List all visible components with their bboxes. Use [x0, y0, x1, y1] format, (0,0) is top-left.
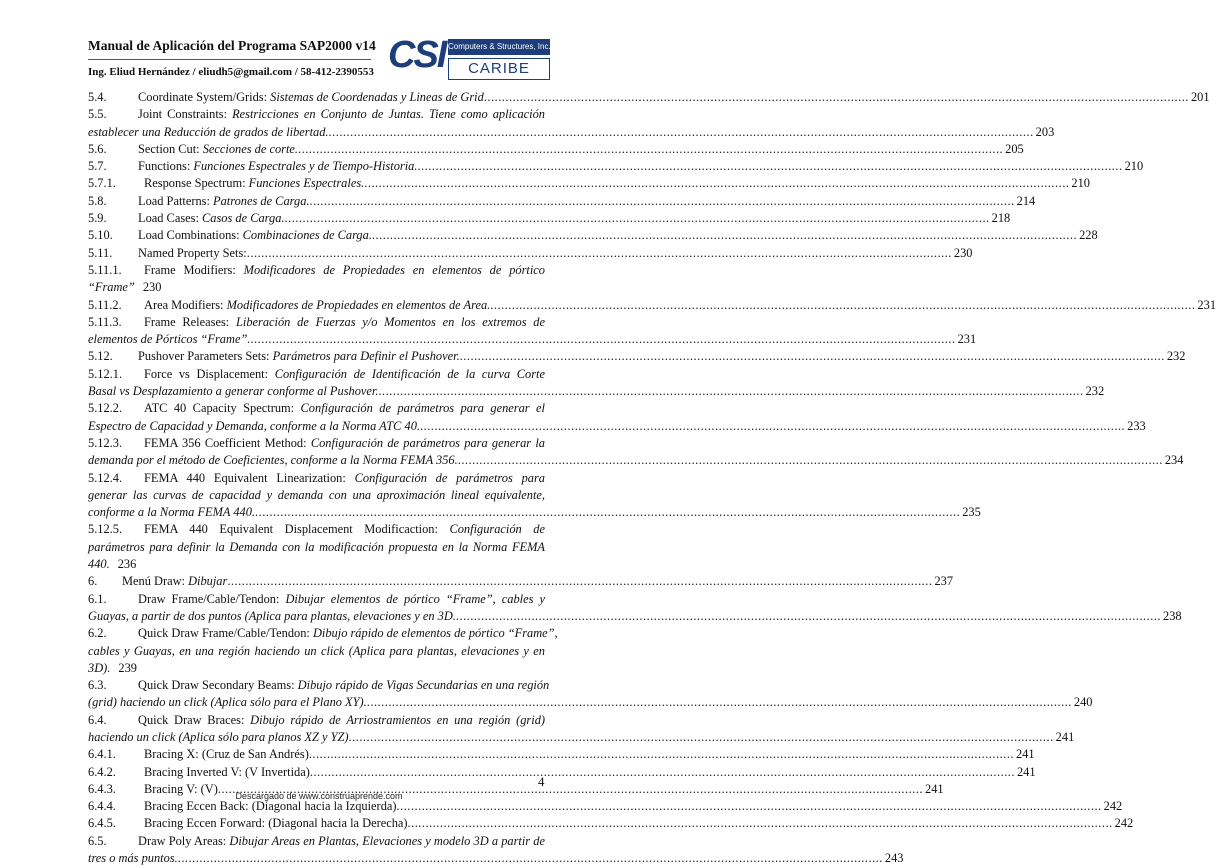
toc-entry [88, 245, 973, 262]
toc-heading: Functions: [138, 159, 194, 174]
toc-entry-text [88, 850, 178, 867]
toc-title-cont: Guayas, a partir de dos puntos (Aplica para plantas, elevaciones y en 3D. [88, 608, 456, 623]
toc-entry-line [88, 366, 545, 383]
toc-page: 243 [884, 851, 904, 866]
toc-page: 232 [1166, 349, 1186, 364]
toc-heading: Bracing V: [144, 781, 201, 796]
toc-entry-line [88, 106, 545, 123]
toc-entry-line [88, 677, 550, 694]
toc-page: 241 [1016, 764, 1036, 779]
toc-heading: FEMA 440 Equivalent Linearization: [144, 470, 355, 485]
toc-title-cont: demanda por el método de Coeficientes, conforme a la Norma FEMA 356. [88, 453, 458, 468]
toc-title-cont: 3D). [88, 660, 111, 675]
toc-entry-text [88, 331, 250, 348]
toc-title-cont: Basal vs Desplazamiento a generar conforme al Pushover. [88, 384, 379, 399]
toc-page: 236 [117, 557, 137, 572]
toc-number: 5.12.1. [88, 366, 123, 381]
toc-title-cont: generar las curvas de capacidad y demanda con una aproximación lineal equivalente, [88, 487, 545, 502]
dot-leader [349, 729, 1054, 746]
toc-title: Dibujo rápido de Vigas Secundarias en una región [297, 678, 550, 693]
toc-number: 6.3. [88, 678, 107, 693]
download-footer: Descargado de www.construaprende.com [235, 791, 403, 801]
toc-title: Configuración de parámetros para generar la [310, 435, 545, 450]
toc-entry-text [88, 124, 329, 141]
toc-title: Sistemas de Coordenadas y Lineas de Grid [270, 90, 484, 104]
dot-leader [484, 89, 1189, 106]
dot-leader [456, 608, 1161, 625]
toc-entry [88, 470, 981, 522]
toc-entry [88, 89, 1210, 106]
toc-entry-line [88, 435, 545, 452]
toc-title-cont: elementos de Pórticos “Frame”. [88, 332, 251, 347]
dot-leader [298, 141, 1003, 158]
toc-entry [88, 227, 1098, 244]
toc-heading: Frame Releases: [144, 314, 236, 329]
toc-number: 6. [88, 574, 98, 589]
page-number: 4 [538, 774, 545, 789]
toc-entry [88, 366, 1105, 401]
toc-heading: Load Cases: [138, 211, 203, 226]
toc-title: (V Invertida) [245, 764, 310, 779]
toc-number: 6.4.5. [88, 816, 116, 831]
toc-heading: Joint Constraints: [138, 107, 233, 122]
toc-number: 6.5. [88, 833, 107, 848]
toc-entry-line [88, 452, 1184, 469]
toc-entry-text [88, 504, 255, 521]
toc-entry-line [88, 279, 545, 296]
toc-entry-line [88, 556, 545, 573]
toc-number: 5.12.4. [88, 470, 123, 485]
toc-entry-text [88, 418, 420, 435]
toc-page: 231 [957, 332, 977, 347]
toc-entry-text [88, 383, 378, 400]
toc-entry [88, 262, 545, 297]
toc-heading: Bracing X: [144, 747, 202, 762]
toc-heading: Frame Modifiers: [144, 262, 244, 277]
toc-title-cont: conforme a la Norma FEMA 440. [88, 505, 256, 520]
toc-number: 5.8. [88, 193, 107, 208]
toc-title: Dibujar [188, 574, 228, 589]
toc-entry-line [88, 400, 545, 417]
toc-number: 5.12.2. [88, 401, 123, 416]
toc-title: (Diagonal hacia la Izquierda) [251, 799, 397, 814]
toc-number: 6.4.3. [88, 781, 116, 796]
toc-entry-line [88, 608, 1182, 625]
dot-leader [420, 418, 1125, 435]
toc-title: Dibujar elementos de pórtico “Frame”, cables y [285, 591, 545, 606]
toc-entry [88, 435, 1184, 470]
dot-leader [372, 227, 1077, 244]
toc-page: 241 [925, 781, 944, 796]
dot-leader [367, 694, 1072, 711]
toc-page: 238 [1163, 608, 1182, 623]
toc-entry [88, 141, 1024, 158]
dot-leader [247, 245, 952, 262]
toc-entry-text [88, 729, 349, 746]
toc-entry [88, 764, 1036, 781]
dot-leader [458, 452, 1163, 469]
table-of-contents [88, 89, 1216, 867]
dot-leader [408, 815, 1113, 832]
toc-heading: Force vs Displacement: [144, 366, 275, 381]
toc-entry-text [88, 158, 417, 175]
dot-leader [364, 175, 1069, 192]
dot-leader [178, 850, 883, 867]
toc-entry-line [88, 383, 1105, 400]
toc-entry [88, 158, 1144, 175]
toc-entry [88, 815, 1134, 832]
toc-entry-text [88, 608, 456, 625]
toc-entry [88, 175, 1090, 192]
toc-heading: Bracing Inverted V: [144, 764, 246, 779]
toc-page: 240 [1073, 695, 1093, 710]
toc-entry [88, 297, 1216, 314]
toc-title: Restricciones en Conjunto de Juntas. Tiene como aplicación [232, 107, 545, 122]
page-header [88, 34, 550, 88]
toc-entry-line [88, 729, 1075, 746]
toc-page: 201 [1190, 90, 1210, 104]
toc-heading: Quick Draw Braces: [138, 712, 251, 727]
toc-heading: Coordinate System/Grids: [138, 90, 271, 104]
toc-number: 5.10. [88, 228, 113, 243]
toc-title: Parámetros para Definir el Pushover. [272, 349, 460, 364]
toc-entry [88, 746, 1035, 763]
toc-title: Modificadores de Propiedades en elementos de Area. [226, 297, 491, 312]
toc-page: 203 [1035, 124, 1055, 139]
toc-entry-line [88, 660, 545, 677]
toc-title: Dibujo rápido de Arriostramientos en una región (grid) [250, 712, 546, 727]
toc-entry-text [88, 279, 135, 296]
toc-title-cont: tres o más puntos. [88, 851, 178, 866]
toc-page: 242 [1103, 799, 1123, 814]
toc-number: 5.12. [88, 349, 113, 364]
logo-company-name: Computers & Structures, Inc. [448, 39, 550, 55]
toc-title: Combinaciones de Carga. [242, 228, 372, 243]
toc-title: (Diagonal hacia la Derecha) [268, 816, 408, 831]
toc-number: 5.11.3. [88, 314, 122, 329]
toc-entry-line [88, 694, 1093, 711]
toc-entry [88, 521, 545, 573]
toc-entry-text [88, 746, 309, 763]
toc-page: 231 [1197, 297, 1216, 312]
toc-entry [88, 573, 954, 590]
toc-page: 235 [962, 505, 981, 520]
toc-heading: Menú Draw: [122, 574, 189, 589]
toc-entry [88, 348, 1186, 365]
toc-title-cont: (grid) haciendo un click (Aplica sólo para el Plano XY). [88, 695, 367, 710]
toc-heading: Bracing Eccen Back: [144, 799, 252, 814]
toc-number: 6.2. [88, 626, 107, 641]
dot-leader [285, 210, 990, 227]
toc-entry-text [88, 141, 298, 158]
toc-page: 233 [1127, 418, 1146, 433]
manual-title: Manual de Aplicación del Programa SAP2000 v14 [88, 38, 376, 53]
dot-leader [417, 158, 1122, 175]
toc-entry [88, 833, 904, 867]
toc-title-cont: establecer una Reducción de grados de libertad. [88, 124, 329, 139]
toc-number: 5.11.1. [88, 262, 122, 277]
toc-entry-line [88, 712, 545, 729]
toc-title: Liberación de Fuerzas y/o Momentos en los extremos de [235, 314, 545, 329]
toc-heading: Draw Poly Areas: [138, 833, 230, 848]
toc-entry-text [88, 348, 460, 365]
toc-number: 6.4.4. [88, 799, 116, 814]
toc-title: Configuración de parámetros para generar el [300, 401, 545, 416]
toc-entry-line [88, 331, 977, 348]
toc-entry-line [88, 539, 545, 556]
toc-entry-line [88, 470, 545, 487]
toc-entry-text [88, 660, 110, 677]
toc-page: 242 [1114, 816, 1134, 831]
toc-page: 237 [934, 574, 954, 589]
toc-number: 5.5. [88, 107, 107, 122]
dot-leader [310, 764, 1015, 781]
dot-leader [329, 124, 1034, 141]
toc-page: 234 [1164, 453, 1184, 468]
toc-page: 214 [1016, 193, 1036, 208]
toc-title-cont: haciendo un click (Aplica sólo para planos XZ y YZ) [88, 729, 349, 744]
toc-entry-text [88, 175, 364, 192]
toc-entry-text [88, 815, 408, 832]
toc-heading: ATC 40 Capacity Spectrum: [144, 401, 301, 416]
toc-title: Patrones de Carga. [213, 193, 310, 208]
toc-title-cont: “Frame” [88, 280, 135, 295]
header-rule [88, 59, 371, 60]
toc-entry-text [88, 193, 310, 210]
toc-number: 5.9. [88, 211, 107, 226]
toc-entry-line [88, 643, 545, 660]
toc-number: 5.11. [88, 245, 113, 260]
toc-number: 5.6. [88, 141, 107, 156]
toc-page: 241 [1015, 747, 1035, 762]
toc-heading: Response Spectrum: [144, 176, 249, 191]
toc-entry [88, 625, 558, 677]
toc-entry-text [88, 573, 227, 590]
toc-heading: Pushover Parameters Sets: [138, 349, 273, 364]
toc-heading: Load Combinations: [138, 228, 243, 243]
toc-title: Funciones Espectrales y de Tiempo-Historia. [193, 159, 418, 174]
toc-title: Modificadores de Propiedades en elementos de pórtico [243, 262, 545, 277]
toc-page: 239 [118, 660, 137, 675]
toc-number: 5.7. [88, 159, 107, 174]
toc-page: 230 [142, 280, 162, 295]
toc-entry-text [88, 89, 484, 106]
toc-number: 5.4. [88, 90, 107, 104]
toc-entry-line [88, 521, 545, 538]
dot-leader [490, 297, 1195, 314]
toc-entry [88, 210, 1011, 227]
dot-leader [255, 504, 960, 521]
dot-leader [250, 331, 955, 348]
toc-heading: FEMA 356 Coefficient Method: [144, 435, 311, 450]
logo-caribe: CARIBE [448, 58, 550, 80]
toc-entry-text [88, 764, 310, 781]
toc-heading: Bracing Eccen Forward: [144, 816, 269, 831]
toc-number: 6.4.2. [88, 764, 116, 779]
toc-heading: Quick Draw Secondary Beams: [138, 678, 298, 693]
toc-entry [88, 106, 1055, 141]
csi-caribe-logo [388, 36, 550, 82]
toc-title: Dibujar Areas en Plantas, Elevaciones y modelo 3D a partir de [229, 833, 545, 848]
toc-heading: Load Patterns: [138, 193, 214, 208]
toc-number: 5.11.2. [88, 297, 122, 312]
toc-entry-line [88, 504, 981, 521]
toc-entry-text [88, 556, 110, 573]
toc-heading: FEMA 440 Equivalent Displacement Modificaction: [144, 522, 450, 537]
toc-page: 210 [1124, 159, 1144, 174]
toc-number: 6.4. [88, 712, 107, 727]
author-line: Ing. Eliud Hernández / eliudh5@gmail.com / 58-412-2390553 [88, 66, 374, 78]
toc-entry [88, 677, 1093, 712]
toc-title: (Cruz de San Andrés) [201, 747, 309, 762]
toc-number: 5.12.3. [88, 435, 123, 450]
toc-page: 205 [1005, 141, 1024, 156]
toc-number: 6.4.1. [88, 747, 116, 762]
toc-entry [88, 193, 1036, 210]
toc-title: Dibujo rápido de elementos de pórtico “Frame”, [312, 626, 558, 641]
toc-entry-line [88, 262, 545, 279]
toc-title: Casos de Carga. [202, 211, 285, 226]
toc-entry-text [88, 297, 490, 314]
toc-entry-line [88, 487, 545, 504]
toc-heading: Section Cut: [138, 141, 203, 156]
toc-heading: Named Property Sets: [138, 245, 247, 260]
toc-page: 232 [1085, 384, 1105, 399]
toc-entry-text [88, 694, 367, 711]
toc-title: Secciones de corte. [202, 141, 299, 156]
toc-entry-text [88, 210, 285, 227]
toc-title-cont: parámetros para definir la Demanda con la modificación propuesta en la Norma FEMA [88, 539, 545, 554]
toc-title: Funciones Espectrales. [248, 176, 365, 191]
toc-number: 5.7.1. [88, 176, 116, 191]
toc-number: 5.12.5. [88, 522, 123, 537]
toc-entry-line [88, 591, 545, 608]
toc-page: 210 [1071, 176, 1090, 191]
toc-entry-line [88, 124, 1055, 141]
toc-title: Configuración de parámetros para [354, 470, 545, 485]
dot-leader [460, 348, 1165, 365]
toc-title-cont: 440. [88, 557, 110, 572]
toc-entry-line [88, 418, 1146, 435]
toc-page: 228 [1079, 228, 1098, 243]
toc-entry-line [88, 833, 545, 850]
toc-title: Configuración de Identificación de la curva Corte [274, 366, 545, 381]
toc-title-cont: Espectro de Capacidad y Demanda, conforme a la Norma ATC 40. [88, 418, 420, 433]
toc-entry [88, 314, 977, 349]
toc-heading: Draw Frame/Cable/Tendon: [138, 591, 286, 606]
csi-logo-mark: CSI [388, 34, 446, 76]
toc-heading: Quick Draw Frame/Cable/Tendon: [138, 626, 313, 641]
dot-leader [227, 573, 932, 590]
dot-leader [310, 193, 1015, 210]
toc-heading: Area Modifiers: [144, 297, 227, 312]
toc-title: (V) [200, 781, 218, 796]
toc-entry-line [88, 625, 558, 642]
toc-page: 218 [991, 211, 1011, 226]
toc-number: 6.1. [88, 591, 107, 606]
toc-entry [88, 591, 1182, 626]
dot-leader [309, 746, 1014, 763]
toc-title: Configuración de [449, 522, 545, 537]
toc-entry-text [88, 245, 247, 262]
dot-leader [378, 383, 1083, 400]
toc-page: 230 [953, 245, 973, 260]
toc-entry-text [88, 227, 372, 244]
toc-entry [88, 712, 1075, 747]
toc-entry-line [88, 314, 545, 331]
toc-entry-line [88, 850, 904, 867]
toc-page: 241 [1055, 729, 1075, 744]
toc-title-cont: cables y Guayas, en una región haciendo un click (Aplica para plantas, elevaciones y en [88, 643, 545, 658]
toc-entry [88, 400, 1146, 435]
toc-entry-text [88, 452, 458, 469]
